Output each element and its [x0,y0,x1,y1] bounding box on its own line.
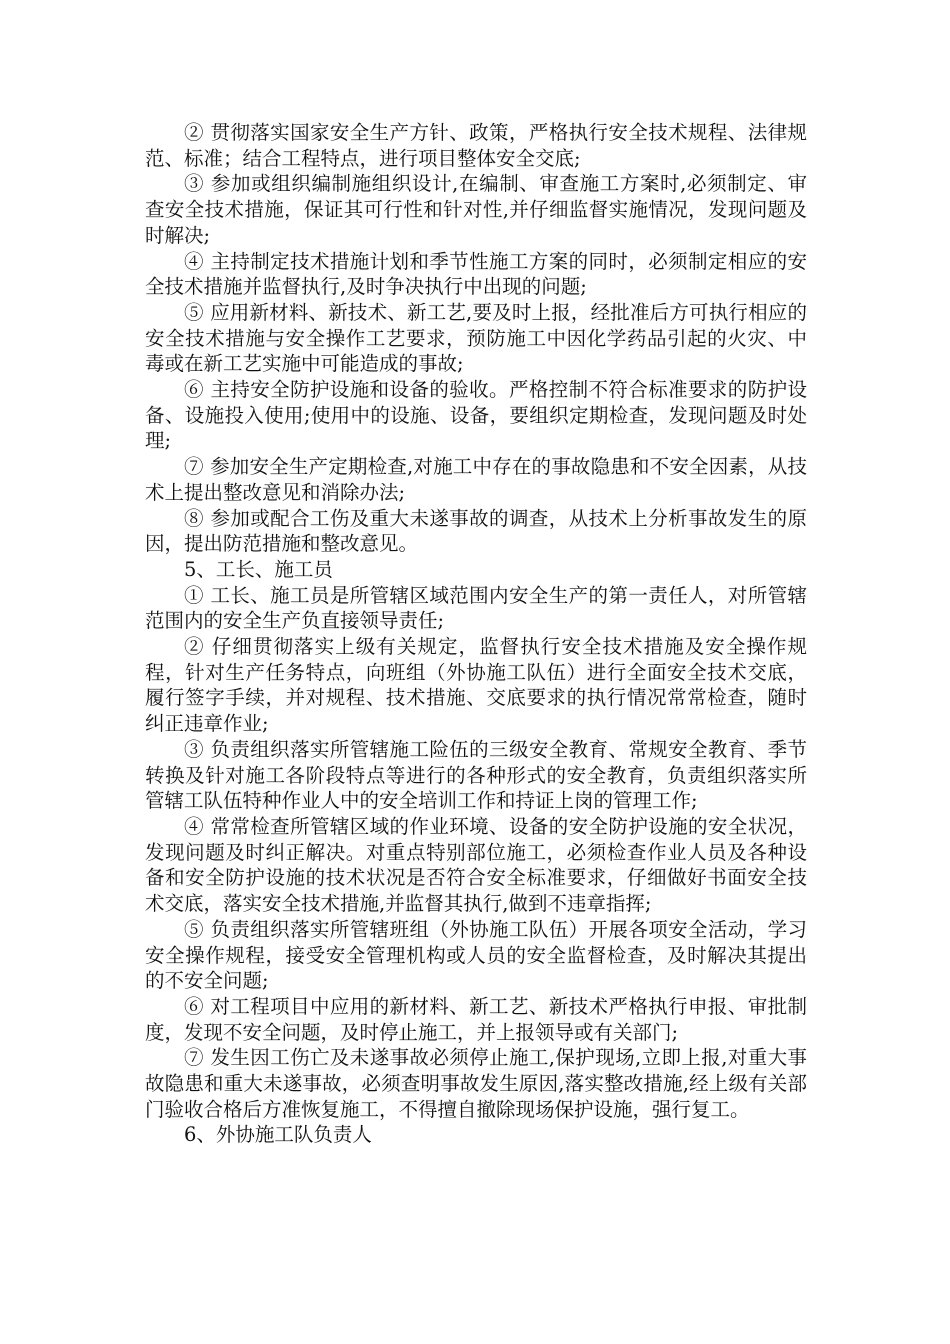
item-4-plan: ④ 主持制定技术措施计划和季节性施工方案的同时，必须制定相应的安全技术措施并监督执行,及时争决执行中出现的问题; [145,249,807,299]
item-6-acceptance: ⑥ 主持安全防护设施和设备的验收。严格控制不符合标准要求的防护设备、设施投入使用;使用中的设施、设备，要组织定期检查，发现问题及时处理; [145,378,807,453]
item-2-policy: ② 贯彻落实国家安全生产方针、政策，严格执行安全技术规程、法律规范、标准；结合工程特点，进行项目整体安全交底; [145,121,807,170]
section-5-heading: 5、工长、施工员 [184,557,333,581]
s5-item-7: ⑦ 发生因工伤亡及未遂事故必须停止施工,保护现场,立即上报,对重大事故隐患和重大未遂事故，必须查明事故发生原因,落实整改措施,经上级有关部门验收合格后方准恢复施工，不得擅自撤除现场保护设施，强行复工。 [145,1046,807,1121]
s5-item-2: ② 仔细贯彻落实上级有关规定，监督执行安全技术措施及安全操作规程，针对生产任务特点，向班组（外协施工队伍）进行全面安全技术交底，履行签字手续，并对规程、技术措施、交底要求的执行情况常常检查，随时纠正违章作业; [145,635,807,736]
item-8-accident: ⑧ 参加或配合工伤及重大未遂事故的调查，从技术上分析事故发生的原因，提出防范措施和整改意见。 [145,506,807,556]
s5-item-1: ① 工长、施工员是所管辖区域范围内安全生产的第一责任人，对所管辖范围内的安全生产负直接领导责任; [145,583,807,633]
s5-item-4: ④ 常常检查所管辖区域的作业环境、设备的安全防护设施的安全状况，发现问题及时纠正解决。对重点特别部位施工，必须检查作业人员及各种设备和安全防护设施的技术状况是否符合安全标准要求，仔细做好书面安全技术交底，落实安全技术措施,并监督其执行,做到不违章指挥; [145,814,807,916]
s5-item-6: ⑥ 对工程项目中应用的新材料、新工艺、新技术严格执行申报、审批制度，发现不安全问题，及时停止施工，并上报领导或有关部门; [145,994,807,1044]
s5-item-3: ③ 负责组织落实所管辖施工险伍的三级安全教育、常规安全教育、季节转换及针对施工各阶段特点等进行的各种形式的安全教育，负责组织落实所管辖工队伍特种作业人中的安全培训工作和持证上岗的管理工作; [145,737,807,813]
item-7-inspection: ⑦ 参加安全生产定期检查,对施工中存在的事故隐患和不安全因素，从技术上提出整改意见和消除办法; [145,455,807,504]
section-6-heading: 6、外协施工队负责人 [184,1123,372,1147]
item-3-design: ③ 参加或组织编制施组织设计,在编制、审查施工方案时,必须制定、审查安全技术措施，保证其可行性和针对性,并仔细监督实施情况，发现问题及时解决; [145,172,807,247]
document-page [145,120,807,1148]
s5-item-5: ⑤ 负责组织落实所管辖班组（外协施工队伍）开展各项安全活动，学习安全操作规程，接受安全管理机构或人员的安全监督检查，及时解决其提出的不安全问题; [145,917,807,993]
item-5-new-tech: ⑤ 应用新材料、新技术、新工艺,要及时上报，经批准后方可执行相应的安全技术措施与安全操作工艺要求，预防施工中因化学药品引起的火灾、中毒或在新工艺实施中可能造成的事故; [145,300,807,376]
